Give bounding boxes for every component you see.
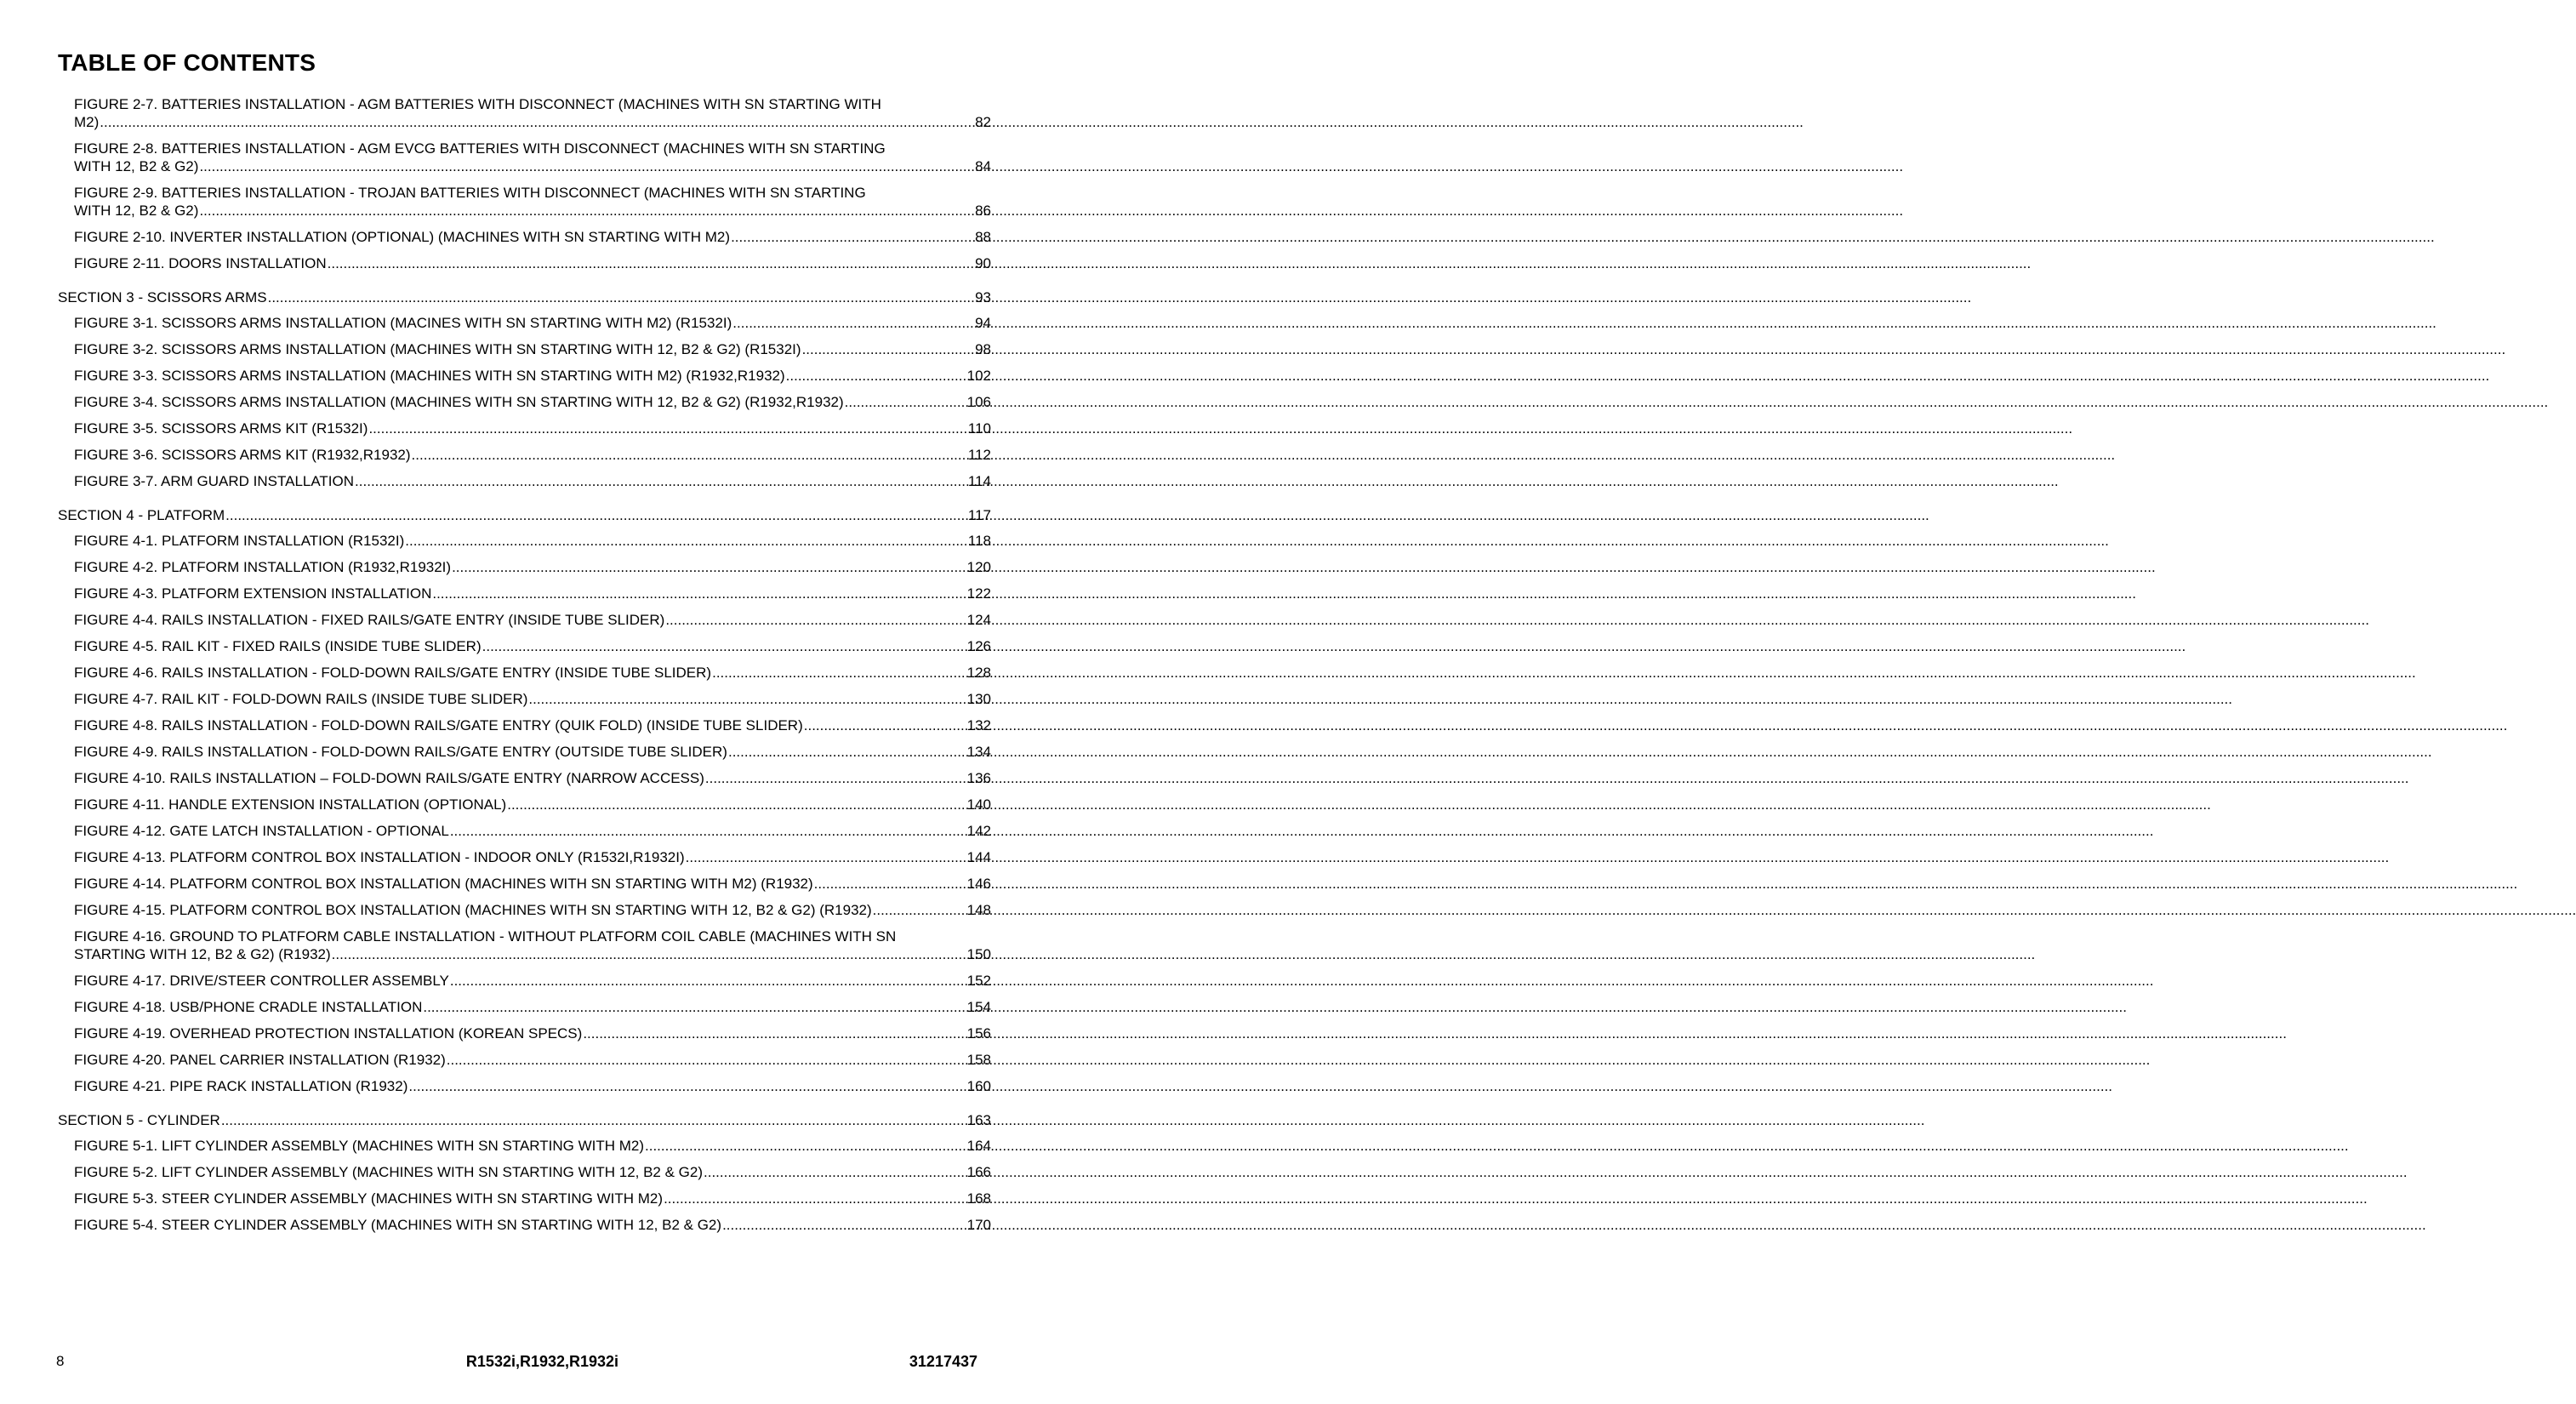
toc-entry-page-number: 122 [966,585,991,602]
toc-entry-line [58,506,991,524]
toc-entry-title-line: FIGURE 2-7. BATTERIES INSTALLATION - AGM BATTERIES WITH DISCONNECT (MACHINES WITH SN STARTING WITH [74,96,881,112]
table-of-contents [58,95,991,1234]
toc-entry-line [74,157,991,175]
dot-leader [507,796,966,813]
toc-entry-title: SECTION 4 - PLATFORM [58,507,225,523]
dot-leader [528,690,966,708]
toc-entry-line [74,1216,991,1234]
toc-figure-entry[interactable] [74,314,991,332]
toc-entry-title: FIGURE 5-4. STEER CYLINDER ASSEMBLY (MACHINES WITH SN STARTING WITH 12, B2 & G2) [74,1217,722,1233]
toc-entry-title: STARTING WITH 12, B2 & G2) (R1932) [74,946,331,962]
toc-entry-title: FIGURE 3-1. SCISSORS ARMS INSTALLATION (MACINES WITH SN STARTING WITH M2) (R1532I) [74,315,732,331]
toc-entry-title: FIGURE 3-7. ARM GUARD INSTALLATION [74,473,355,489]
toc-entry-page-number: 124 [966,612,991,628]
toc-entry-title: WITH 12, B2 & G2) [74,158,199,174]
dot-leader [482,637,966,655]
dot-leader [645,1137,966,1155]
dot-leader [712,664,966,682]
dot-leader [722,1216,966,1234]
dot-leader [450,972,966,990]
toc-entry-line [74,716,991,734]
dot-leader [199,202,974,220]
toc-entry-line [58,288,991,306]
toc-entry-title: FIGURE 5-1. LIFT CYLINDER ASSEMBLY (MACHINES WITH SN STARTING WITH M2) [74,1138,645,1154]
dot-leader [447,1051,966,1069]
toc-entry-line [74,314,991,332]
toc-figure-entry[interactable] [74,1190,991,1207]
toc-entry-page-number: 120 [966,559,991,575]
toc-entry-title: FIGURE 4-11. HANDLE EXTENSION INSTALLATION (OPTIONAL) [74,796,507,813]
toc-figure-entry[interactable] [74,690,991,708]
toc-entry-page-number: 170 [966,1217,991,1233]
dot-leader [199,157,974,175]
dot-leader [845,393,966,411]
dot-leader [100,113,974,131]
toc-entry-line [74,1190,991,1207]
toc-entry-line [74,393,991,411]
dot-leader [412,446,967,464]
toc-figure-entry[interactable] [74,1216,991,1234]
toc-entry-line [74,796,991,813]
toc-figure-entry[interactable] [74,140,991,175]
dot-leader [332,945,966,963]
toc-entry-page-number: 110 [967,420,991,437]
toc-figure-entry[interactable] [74,743,991,761]
toc-entry-page-number: 98 [975,341,991,357]
toc-entry-line [74,1024,991,1042]
toc-entry-line [74,743,991,761]
toc-entry-page-number: 158 [966,1052,991,1068]
toc-entry-title: FIGURE 4-17. DRIVE/STEER CONTROLLER ASSEMBLY [74,973,449,989]
toc-figure-entry[interactable] [74,901,991,919]
toc-figure-entry[interactable] [74,637,991,655]
toc-entry-line [74,690,991,708]
toc-entry-line [74,822,991,840]
dot-leader [368,419,966,437]
page-title: TABLE OF CONTENTS [58,49,316,76]
toc-entry-page-number: 140 [966,796,991,813]
toc-entry-title-line: FIGURE 4-16. GROUND TO PLATFORM CABLE INSTALLATION - WITHOUT PLATFORM COIL CABLE (MACHINES WITH SN [74,928,897,945]
toc-entry-title: SECTION 5 - CYLINDER [58,1112,220,1128]
toc-figure-entry[interactable] [74,998,991,1016]
toc-entry-title: FIGURE 4-12. GATE LATCH INSTALLATION - OPTIONAL [74,823,449,839]
toc-entry-line [74,1137,991,1155]
toc-entry-page-number: 93 [975,289,991,305]
toc-entry-title: FIGURE 4-10. RAILS INSTALLATION – FOLD-DOWN RAILS/GATE ENTRY (NARROW ACCESS) [74,770,704,786]
toc-entry-title-line: FIGURE 2-8. BATTERIES INSTALLATION - AGM EVCG BATTERIES WITH DISCONNECT (MACHINES WITH SN STARTING [74,140,886,157]
toc-figure-entry[interactable] [74,419,991,437]
toc-entry-title-line: FIGURE 2-9. BATTERIES INSTALLATION - TROJAN BATTERIES WITH DISCONNECT (MACHINES WITH SN STARTING [74,185,866,201]
toc-entry-page-number: 82 [975,114,991,130]
dot-leader [804,716,966,734]
toc-entry-title: FIGURE 4-5. RAIL KIT - FIXED RAILS (INSIDE TUBE SLIDER) [74,638,482,654]
toc-entry-page-number: 166 [966,1164,991,1180]
toc-figure-entry[interactable] [74,822,991,840]
toc-entry-line [74,972,991,990]
dot-leader [873,901,966,919]
toc-entry-line [74,254,991,272]
toc-figure-entry[interactable] [74,769,991,787]
toc-figure-entry[interactable] [74,927,991,963]
toc-figure-entry[interactable] [74,367,991,385]
toc-entry-page-number: 126 [966,638,991,654]
toc-figure-entry[interactable] [74,558,991,576]
toc-entry-line [74,419,991,437]
toc-entry-line [74,585,991,602]
toc-entry-page-number: 114 [967,473,991,489]
toc-section-entry[interactable] [58,288,991,306]
dot-leader [802,340,975,358]
dot-leader [705,769,966,787]
toc-entry-title: FIGURE 3-2. SCISSORS ARMS INSTALLATION (MACHINES WITH SN STARTING WITH 12, B2 & G2) (R1532I) [74,341,801,357]
toc-entry-page-number: 142 [966,823,991,839]
toc-entry-title: FIGURE 4-15. PLATFORM CONTROL BOX INSTALLATION (MACHINES WITH SN STARTING WITH 12, B2 & G2) (R1932) [74,902,872,918]
toc-figure-entry[interactable] [74,1051,991,1069]
toc-entry-page-number: 164 [966,1138,991,1154]
toc-entry-line [74,340,991,358]
toc-entry-page-number: 94 [975,315,991,331]
toc-entry-line [74,1163,991,1181]
toc-entry-page-number: 136 [966,770,991,786]
dot-leader [423,998,966,1016]
toc-entry-title: M2) [74,114,100,130]
toc-figure-entry[interactable] [74,228,991,246]
toc-entry-title: FIGURE 4-13. PLATFORM CONTROL BOX INSTALLATION - INDOOR ONLY (R1532I,R1932I) [74,849,685,865]
toc-entry-page-number: 154 [966,999,991,1015]
toc-entry-line [74,1051,991,1069]
toc-entry-line [74,769,991,787]
toc-entry-title: FIGURE 4-20. PANEL CARRIER INSTALLATION (R1932) [74,1052,446,1068]
toc-entry-page-number: 118 [967,533,991,549]
toc-entry-line [58,1111,991,1129]
toc-entry-title: FIGURE 4-6. RAILS INSTALLATION - FOLD-DOWN RAILS/GATE ENTRY (INSIDE TUBE SLIDER) [74,665,712,681]
toc-entry-line [74,664,991,682]
toc-entry-title: FIGURE 2-10. INVERTER INSTALLATION (OPTIONAL) (MACHINES WITH SN STARTING WITH M2) [74,229,731,245]
toc-entry-line [74,367,991,385]
toc-entry-title: SECTION 3 - SCISSORS ARMS [58,289,267,305]
toc-entry-page-number: 150 [966,946,991,962]
toc-figure-entry[interactable] [74,1024,991,1042]
toc-entry-page-number: 86 [975,203,991,219]
toc-entry-title: FIGURE 4-7. RAIL KIT - FOLD-DOWN RAILS (INSIDE TUBE SLIDER) [74,691,528,707]
toc-figure-entry[interactable] [74,254,991,272]
toc-entry-title: FIGURE 4-18. USB/PHONE CRADLE INSTALLATION [74,999,423,1015]
toc-figure-entry[interactable] [74,875,991,893]
toc-entry-line [74,901,991,919]
toc-entry-page-number: 88 [975,229,991,245]
dot-leader [355,472,967,490]
toc-entry-line [74,113,991,131]
toc-figure-entry[interactable] [74,95,991,131]
toc-entry-title: FIGURE 4-9. RAILS INSTALLATION - FOLD-DOWN RAILS/GATE ENTRY (OUTSIDE TUBE SLIDER) [74,744,727,760]
toc-figure-entry[interactable] [74,184,991,220]
toc-figure-entry[interactable] [74,1077,991,1095]
toc-entry-page-number: 163 [966,1112,991,1128]
toc-entry-line [74,446,991,464]
toc-figure-entry[interactable] [74,1163,991,1181]
dot-leader [786,367,966,385]
toc-entry-line [74,472,991,490]
toc-entry-page-number: 106 [966,394,991,410]
toc-entry-line [74,532,991,550]
toc-entry-title: FIGURE 5-2. LIFT CYLINDER ASSEMBLY (MACHINES WITH SN STARTING WITH 12, B2 & G2) [74,1164,704,1180]
toc-entry-line [74,848,991,866]
toc-entry-line [74,228,991,246]
toc-figure-entry[interactable] [74,393,991,411]
toc-entry-line [74,945,991,963]
dot-leader [664,1190,966,1207]
toc-figure-entry[interactable] [74,340,991,358]
toc-entry-line [74,998,991,1016]
dot-leader [686,848,966,866]
toc-figure-entry[interactable] [74,972,991,990]
toc-figure-entry[interactable] [74,1137,991,1155]
toc-figure-entry[interactable] [74,716,991,734]
toc-entry-title: FIGURE 4-2. PLATFORM INSTALLATION (R1932,R1932I) [74,559,452,575]
dot-leader [732,314,974,332]
toc-entry-title: FIGURE 4-3. PLATFORM EXTENSION INSTALLATION [74,585,432,602]
toc-section-entry[interactable] [58,506,991,524]
toc-entry-page-number: 160 [966,1078,991,1094]
toc-entry-page-number: 148 [966,902,991,918]
toc-entry-title: FIGURE 4-21. PIPE RACK INSTALLATION (R1932) [74,1078,408,1094]
toc-entry-page-number: 90 [975,255,991,271]
toc-entry-title: FIGURE 4-19. OVERHEAD PROTECTION INSTALLATION (KOREAN SPECS) [74,1025,583,1042]
toc-figure-entry[interactable] [74,611,991,629]
dot-leader [268,288,974,306]
dot-leader [704,1163,966,1181]
dot-leader [405,532,967,550]
footer-page-number: 8 [56,1353,65,1369]
toc-entry-page-number: 168 [966,1190,991,1207]
toc-entry-line [74,558,991,576]
dot-leader [728,743,966,761]
toc-entry-page-number: 156 [966,1025,991,1042]
toc-entry-page-number: 84 [975,158,991,174]
toc-entry-title: FIGURE 5-3. STEER CYLINDER ASSEMBLY (MACHINES WITH SN STARTING WITH M2) [74,1190,664,1207]
toc-entry-title: FIGURE 4-1. PLATFORM INSTALLATION (R1532I) [74,533,405,549]
toc-entry-page-number: 144 [966,849,991,865]
toc-entry-page-number: 102 [966,368,991,384]
dot-leader [814,875,966,893]
toc-figure-entry[interactable] [74,446,991,464]
dot-leader [221,1111,966,1129]
toc-entry-page-number: 132 [966,717,991,733]
toc-section-entry[interactable] [58,1111,991,1129]
toc-figure-entry[interactable] [74,664,991,682]
toc-figure-entry[interactable] [74,585,991,602]
toc-entry-title: FIGURE 4-4. RAILS INSTALLATION - FIXED RAILS/GATE ENTRY (INSIDE TUBE SLIDER) [74,612,665,628]
toc-entry-title: FIGURE 4-8. RAILS INSTALLATION - FOLD-DOWN RAILS/GATE ENTRY (QUIK FOLD) (INSIDE TUBE SLIDER) [74,717,803,733]
toc-figure-entry[interactable] [74,848,991,866]
dot-leader [731,228,974,246]
toc-entry-page-number: 130 [966,691,991,707]
toc-entry-title: FIGURE 2-11. DOORS INSTALLATION [74,255,327,271]
toc-entry-page-number: 112 [967,447,991,463]
toc-entry-page-number: 146 [966,876,991,892]
toc-figure-entry[interactable] [74,796,991,813]
toc-entry-line [74,637,991,655]
toc-entry-title: FIGURE 3-6. SCISSORS ARMS KIT (R1932,R1932) [74,447,411,463]
toc-entry-line [74,611,991,629]
dot-leader [328,254,974,272]
dot-leader [452,558,966,576]
toc-entry-title: FIGURE 3-4. SCISSORS ARMS INSTALLATION (MACHINES WITH SN STARTING WITH 12, B2 & G2) (R1932,R1932) [74,394,844,410]
dot-leader [408,1077,966,1095]
footer-doc-number: 31217437 [909,1353,977,1370]
toc-entry-title: FIGURE 4-14. PLATFORM CONTROL BOX INSTALLATION (MACHINES WITH SN STARTING WITH M2) (R1932) [74,876,813,892]
dot-leader [225,506,967,524]
toc-entry-line [74,875,991,893]
dot-leader [450,822,966,840]
toc-figure-entry[interactable] [74,532,991,550]
dot-leader [665,611,966,629]
toc-entry-page-number: 152 [966,973,991,989]
dot-leader [583,1024,966,1042]
dot-leader [432,585,966,602]
toc-entry-title: WITH 12, B2 & G2) [74,203,199,219]
toc-entry-page-number: 117 [967,507,991,523]
toc-entry-title: FIGURE 3-5. SCISSORS ARMS KIT (R1532I) [74,420,368,437]
toc-entry-title: FIGURE 3-3. SCISSORS ARMS INSTALLATION (MACHINES WITH SN STARTING WITH M2) (R1932,R1932) [74,368,785,384]
toc-entry-line [74,202,991,220]
toc-entry-line [74,1077,991,1095]
toc-entry-page-number: 128 [966,665,991,681]
toc-entry-page-number: 134 [966,744,991,760]
toc-figure-entry[interactable] [74,472,991,490]
footer-models: R1532i,R1932,R1932i [465,1353,619,1370]
